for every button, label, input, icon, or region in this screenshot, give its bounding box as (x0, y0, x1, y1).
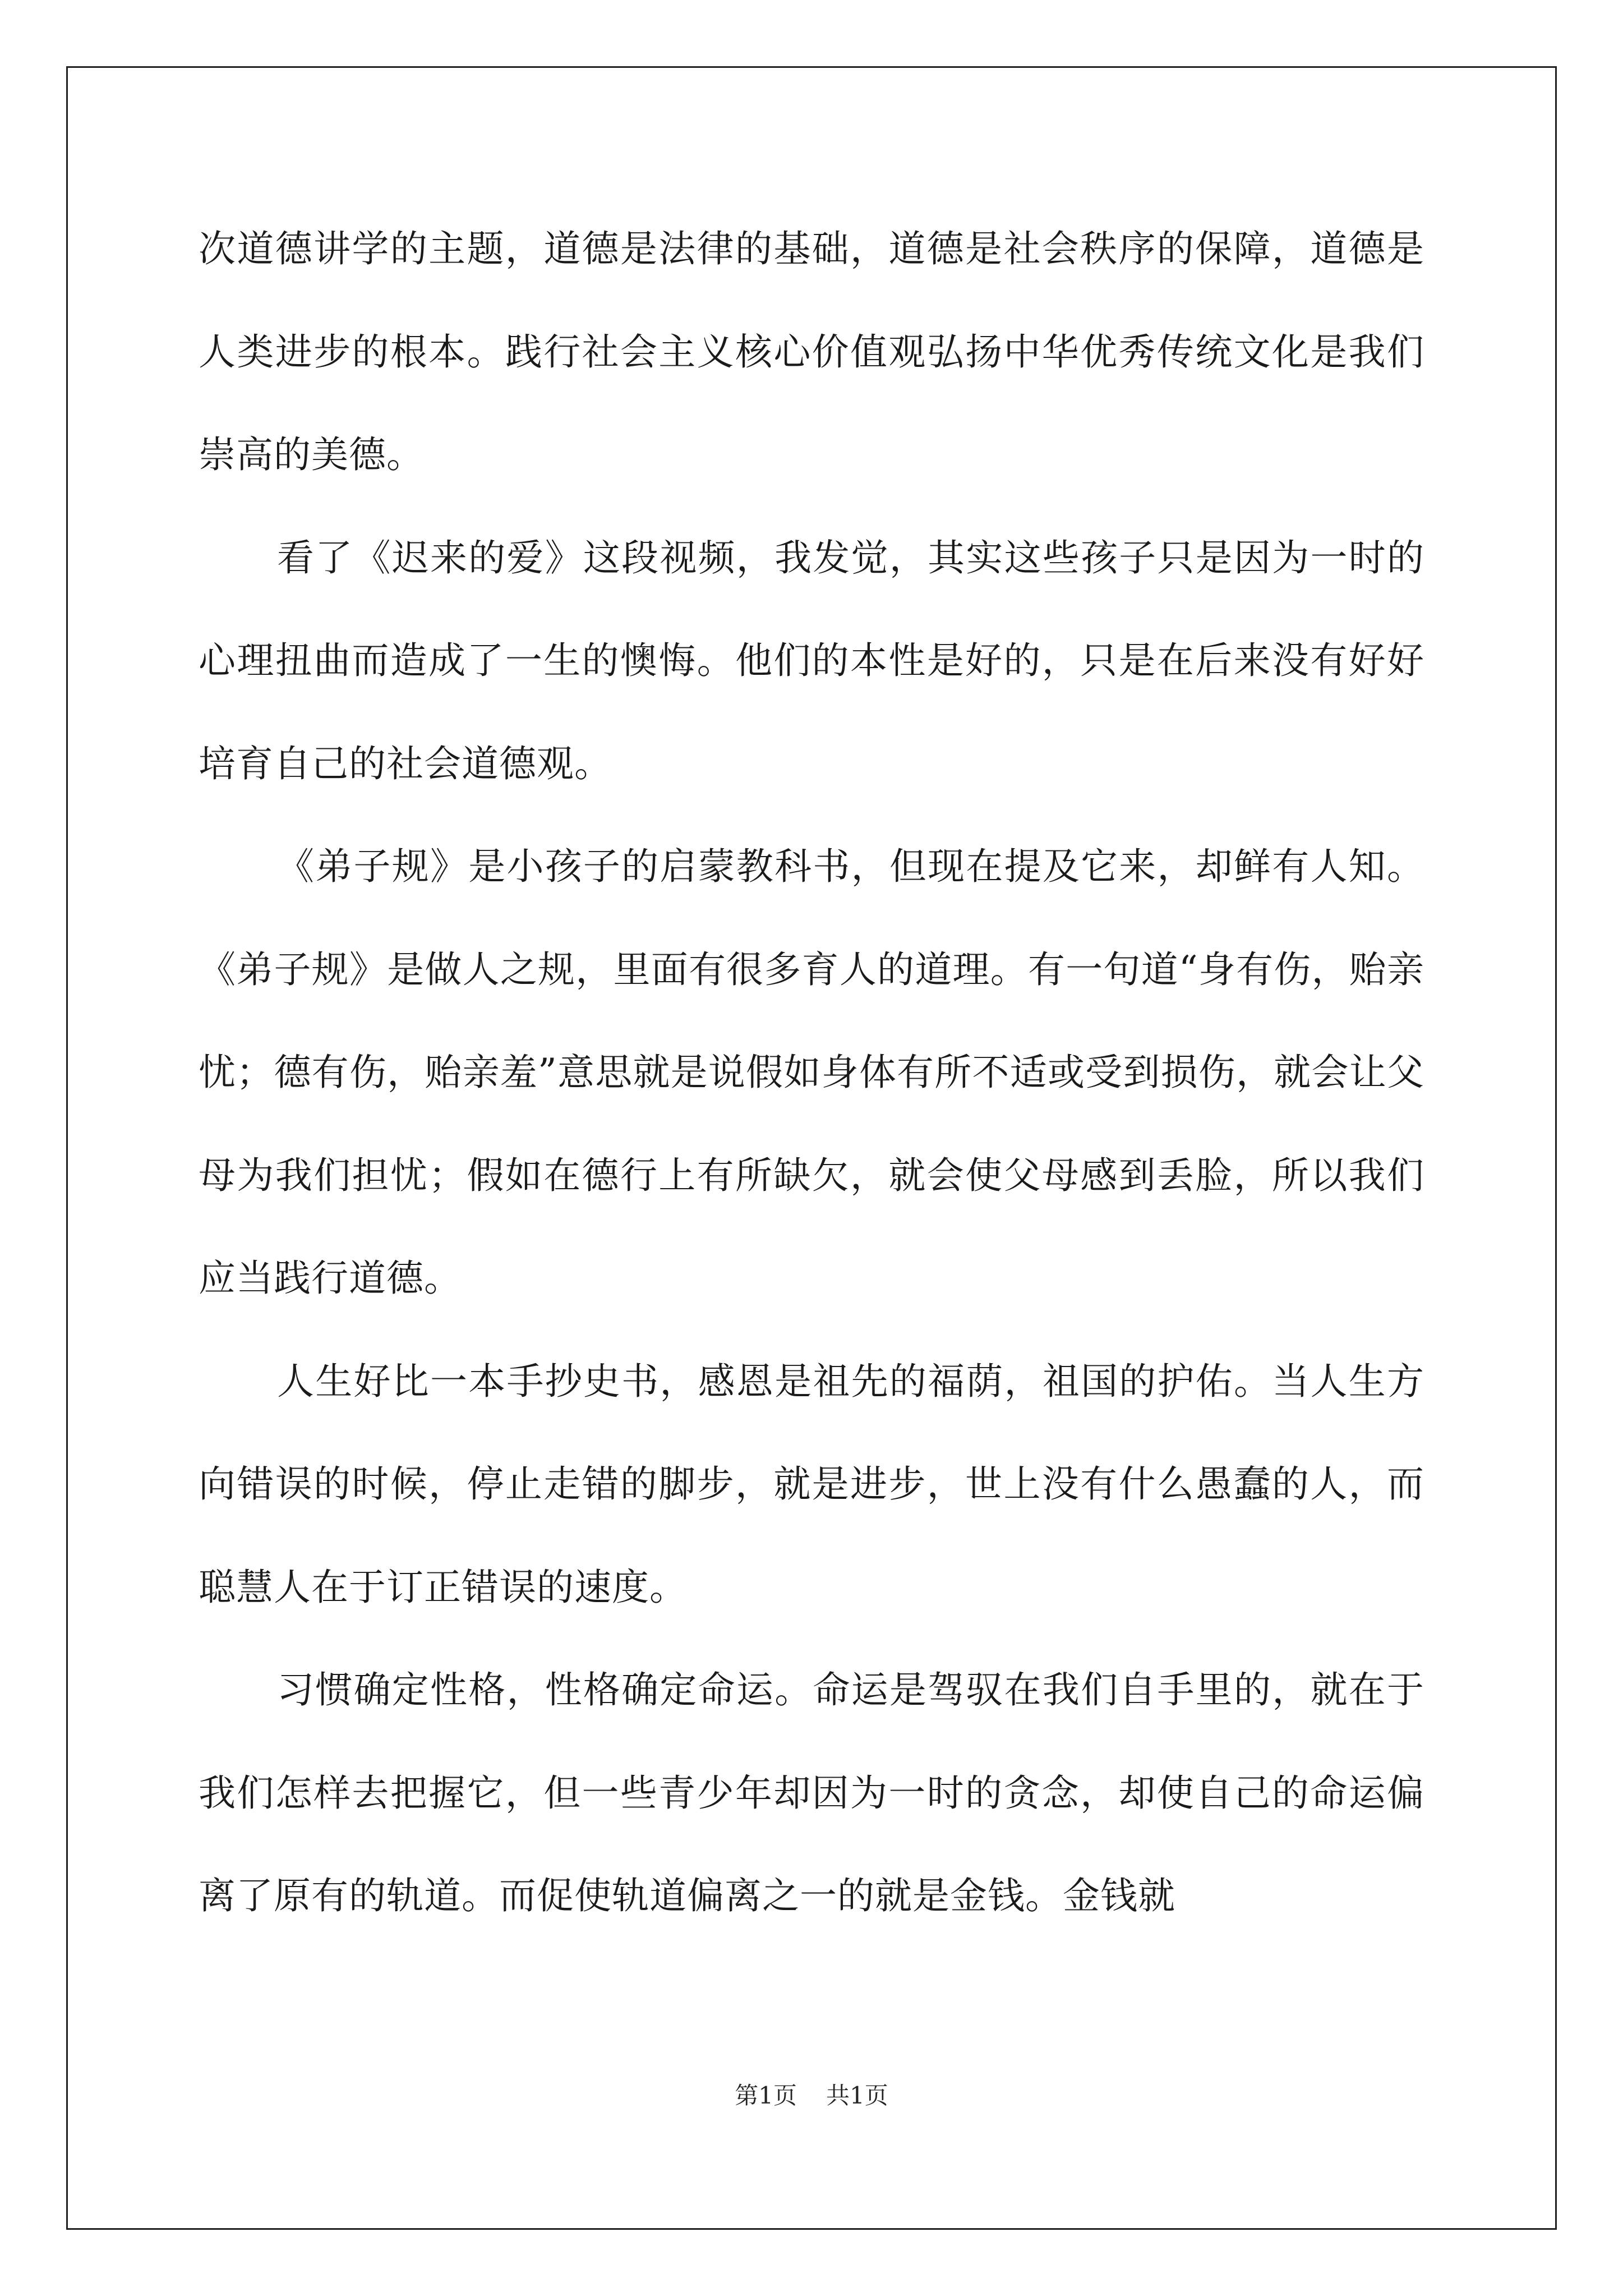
page-number-total: 共1页 (826, 2082, 888, 2109)
page-footer (0, 2080, 1623, 2111)
paragraph-4: 人生好比一本手抄史书，感恩是祖先的福荫，祖国的护佑。当人生方向错误的时候，停止走错的脚步，就是进步，世上没有什么愚蠢的人，而聪慧人在于订正错误的速度。 (199, 1359, 1424, 1609)
paragraph-3: 《弟子规》是小孩子的启蒙教科书，但现在提及它来，却鲜有人知。《弟子规》是做人之规，里面有很多育人的道理。有一句道“身有伤，贻亲忧；德有伤，贻亲羞”意思就是说假如身体有所不适或受到损伤，就会让父母为我们担忧；假如在德行上有所缺欠，就会使父母感到丢脸，所以我们应当践行道德。 (199, 845, 1424, 1300)
document-body (199, 197, 1424, 1948)
paragraph-1: 次道德讲学的主题，道德是法律的基础，道德是社会秩序的保障，道德是人类进步的根本。践行社会主义核心价值观弘扬中华优秀传统文化是我们崇高的美德。 (199, 227, 1424, 476)
paragraph-5: 习惯确定性格，性格确定命运。命运是驾驭在我们自手里的，就在于我们怎样去把握它，但一些青少年却因为一时的贪念，却使自己的命运偏离了原有的轨道。而促使轨道偏离之一的就是金钱。金钱就 (199, 1668, 1424, 1917)
page-number-current: 第1页 (735, 2082, 797, 2109)
paragraph-2: 看了《迟来的爱》这段视频，我发觉，其实这些孩子只是因为一时的心理扭曲而造成了一生的懊悔。他们的本性是好的，只是在后来没有好好培育自己的社会道德观。 (199, 536, 1424, 785)
